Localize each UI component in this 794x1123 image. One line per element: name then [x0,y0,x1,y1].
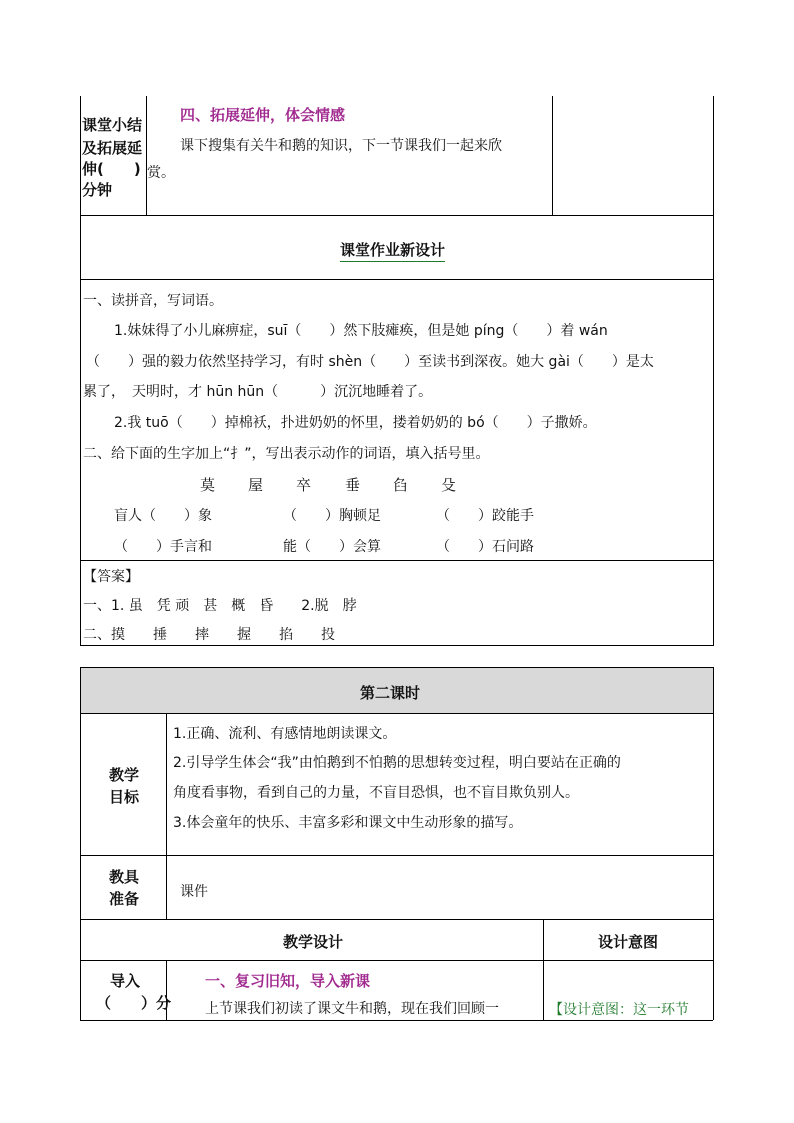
table-border-left [80,667,81,1020]
intent-divider [552,96,553,215]
row-divider [80,279,713,280]
idiom-blank: （ ）石问路 [436,539,534,555]
table-border-bottom [80,645,713,646]
char-item: 屋 [248,476,264,494]
goal-line: 3.体会童年的快乐、丰富多彩和课文中生动形象的描写。 [173,815,523,831]
tools-value: 课件 [180,884,208,900]
goal-line: 2.引导学生体会“我”由怕鹅到不怕鹅的思想转变过程，明白要站在正确的 [173,755,621,771]
table-border-top [80,667,713,668]
char-item: 垂 [345,476,361,494]
char-item: 殳 [441,476,457,494]
intent-header: 设计意图 [598,933,659,951]
row-divider [80,713,713,714]
answer-line: 一、1. 虽 凭 顽 甚 概 昏 2.脱 脖 [83,598,357,614]
row-divider [80,560,713,561]
idiom-blank: 盲人（ ）象 [114,508,212,524]
homework-title: 课堂作业新设计 [340,239,445,262]
intro-text: 上节课我们初读了课文牛和鹅，现在我们回顾一 [205,1001,499,1017]
goals-label: 目标 [109,788,140,806]
intent-divider [543,919,544,1020]
row-divider [80,960,713,961]
homework-line: 累了， 天明时，才 hūn hūn（ ）沉沉地睡着了。 [83,384,433,400]
summary-text: 赏。 [147,165,175,181]
row-divider [80,855,713,856]
goal-line: 角度看事物，看到自己的力量，不盲目恐惧，也不盲目欺负别人。 [173,785,579,801]
label-divider [166,713,167,919]
homework-line: 1.妹妹得了小儿麻痹症，suī（ ）然下肢瘫痪，但是她 píng（ ）着 wán [114,323,608,339]
row-divider [80,215,713,216]
char-item: 臽 [393,476,409,494]
lesson2-title: 第二课时 [360,684,421,702]
design-header: 教学设计 [283,933,344,951]
idiom-blank: （ ）手言和 [114,539,212,555]
idiom-blank: 能（ ）会算 [283,539,381,555]
char-item: 卒 [296,476,312,494]
goal-line: 1.正确、流利、有感情地朗读课文。 [173,726,397,742]
answer-title: 【答案】 [83,569,139,585]
answer-line: 二、摸 捶 摔 握 掐 投 [83,627,335,643]
intro-label: 导入 [110,972,141,990]
table-border-right [713,96,714,646]
row-divider [80,919,713,920]
intro-intent-note: 【设计意图：这一环节 [549,1002,689,1018]
summary-label-line: 伸( ) [82,160,141,178]
char-item: 莫 [200,476,216,494]
label-divider [146,96,147,215]
summary-heading: 四、拓展延伸，体会情感 [180,106,346,124]
table-border-right [713,667,714,1020]
intro-label: （ ）分 [96,994,172,1012]
table-border-bottom [80,1020,713,1021]
summary-label-line: 及拓展延 [82,139,143,157]
summary-label-line: 课堂小结 [82,116,143,134]
tools-label: 教具 [109,868,140,886]
idiom-blank: （ ）胸顿足 [283,508,381,524]
homework-line: 一、读拼音，写词语。 [83,293,223,309]
homework-line: （ ）强的毅力依然坚持学习，有时 shèn（ ）至读书到深夜。她大 gài（ ）是太 [86,354,654,370]
idiom-blank: （ ）跤能手 [436,508,534,524]
homework-line: 二、给下面的生字加上“扌”，写出表示动作的词语，填入括号里。 [83,446,490,462]
homework-line: 2.我 tuō（ ）掉棉袄，扑进奶奶的怀里，搂着奶奶的 bó（ ）子撒娇。 [114,415,597,431]
intro-heading: 一、复习旧知，导入新课 [205,972,371,990]
tools-label: 准备 [109,890,140,908]
summary-text: 课下搜集有关牛和鹅的知识，下一节课我们一起来欣 [180,138,502,154]
summary-label-line: 分钟 [82,181,113,199]
goals-label: 教学 [109,766,140,784]
table-border-left [80,96,81,646]
